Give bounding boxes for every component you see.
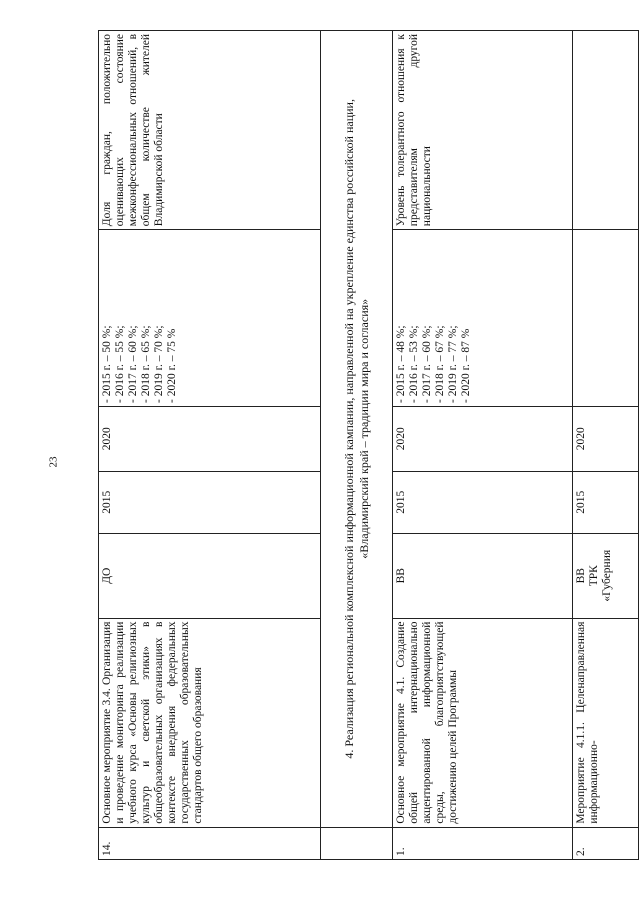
results-cell	[393, 230, 573, 407]
event-cell: Основное мероприятие 3.4. Организация и проведение мониторинга реализации учебного курса «Основы религиозных культур и светской этики» в общеобразовательных организациях в контексте внедрения федеральных государственных образовательных стандартов общего образования	[99, 618, 321, 827]
results-cell	[573, 230, 639, 407]
end-year-cell: 2020	[99, 406, 321, 471]
section-heading-line: 4. Реализация региональной комплексной информационной кампании, направленной на укрепление единства российской нации,	[341, 99, 356, 759]
row-number: 2.	[573, 827, 639, 859]
executor-line: ВВ	[575, 568, 587, 584]
row-number: 1.	[393, 827, 573, 859]
result-line: - 2017 г. – 60 %;	[421, 325, 433, 403]
start-year-cell: 2015	[573, 471, 639, 533]
end-year-cell: 2020	[393, 406, 573, 471]
executor-cell: ДО	[99, 533, 321, 618]
result-line: - 2015 г. – 50 %;	[101, 325, 113, 403]
executor-line: ТРК	[588, 565, 600, 587]
event-cell: Основное мероприятие 4.1. Создание общей интернационально акцентированной информационной среды, благоприятствующей достижению целей Программы	[393, 618, 573, 827]
section-heading	[321, 31, 393, 828]
section-heading-row	[321, 31, 393, 860]
table-row-2	[573, 31, 639, 860]
result-line: - 2015 г. – 48 %;	[395, 325, 407, 403]
table-row-14	[99, 31, 321, 860]
indicator-cell: Доля граждан, положительно оценивающих состояние межконфессиональных отношений, в общем количестве жителей Владимирской области	[99, 31, 321, 230]
executor-cell	[573, 533, 639, 618]
section-heading-line: «Владимирский край – традиции мира и согласия»	[356, 298, 371, 559]
result-line: - 2016 г. – 53 %;	[408, 325, 420, 403]
result-line: - 2020 г. – 75 %	[166, 328, 178, 403]
indicator-cell: Уровень толерантного отношения к представителям другой национальности	[393, 31, 573, 230]
event-cell: Мероприятие 4.1.1. Целенаправленная информационно-	[573, 618, 639, 827]
page-number: 23	[47, 456, 59, 468]
result-line: - 2019 г. – 70 %;	[153, 325, 165, 403]
program-table	[98, 30, 639, 860]
result-line: - 2018 г. – 65 %;	[140, 325, 152, 403]
rotated-table-wrapper	[98, 30, 638, 860]
results-cell	[99, 230, 321, 407]
result-line: - 2016 г. – 55 %;	[114, 325, 126, 403]
end-year-cell: 2020	[573, 406, 639, 471]
executor-line: «Губерния	[601, 549, 613, 602]
executor-cell: ВВ	[393, 533, 573, 618]
table-row-1	[393, 31, 573, 860]
indicator-cell	[573, 31, 639, 230]
result-line: - 2020 г. – 87 %	[460, 328, 472, 403]
start-year-cell: 2015	[393, 471, 573, 533]
start-year-cell: 2015	[99, 471, 321, 533]
result-line: - 2018 г. – 67 %;	[434, 325, 446, 403]
result-line: - 2017 г. – 60 %;	[127, 325, 139, 403]
row-number: 14.	[99, 827, 321, 859]
result-line: - 2019 г. – 77 %;	[447, 325, 459, 403]
section-spacer	[321, 827, 393, 859]
